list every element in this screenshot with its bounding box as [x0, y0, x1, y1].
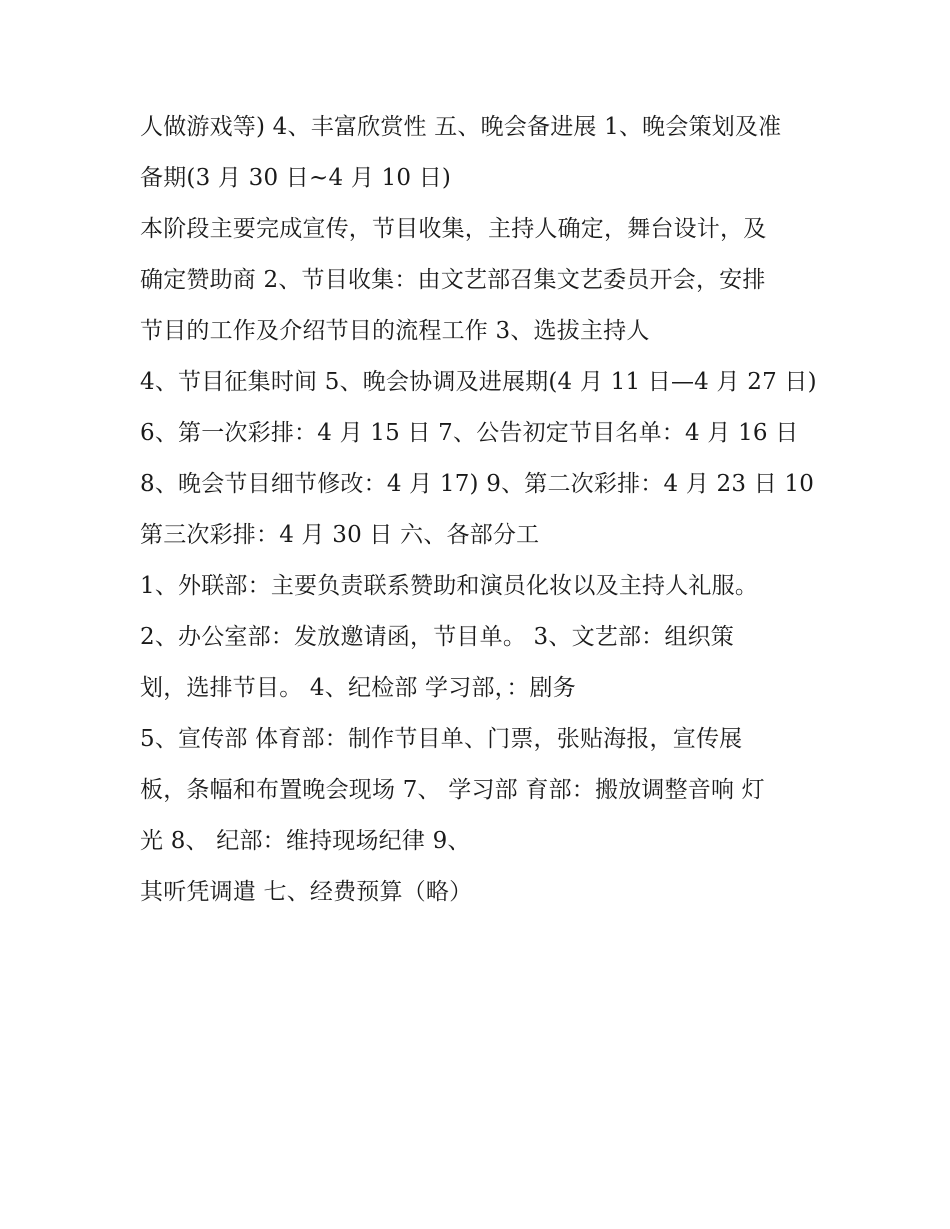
- text-line-2: 备期(3 月 30 日~4 月 10 日): [140, 165, 452, 191]
- text-line-16: 其听凭调遣 七、经费预算（略）: [140, 879, 473, 905]
- text-line-13: 5、宣传部 体育部：制作节目单、门票，张贴海报，宣传展: [140, 726, 743, 752]
- text-line-1: 人做游戏等) 4、丰富欣赏性 五、晚会备进展 1、晚会策划及准: [140, 114, 782, 140]
- text-line-10: 1、外联部：主要负责联系赞助和演员化妆以及主持人礼服。: [140, 573, 759, 599]
- text-line-6: 4、节目征集时间 5、晚会协调及进展期(4 月 11 日—4 月 27 日): [140, 369, 817, 395]
- text-line-3: 本阶段主要完成宣传，节目收集，主持人确定，舞台设计，及: [140, 216, 767, 242]
- text-line-11: 2、办公室部：发放邀请函，节目单。 3、文艺部：组织策: [140, 624, 734, 650]
- document-body: [140, 102, 840, 918]
- text-line-12: 划，选排节目。 4、纪检部 学习部，：剧务: [140, 675, 576, 701]
- text-line-8: 8、晚会节目细节修改：4 月 17) 9、第二次彩排：4 月 23 日 10: [140, 471, 815, 497]
- text-line-9: 第三次彩排：4 月 30 日 六、各部分工: [140, 522, 540, 548]
- text-line-14: 板，条幅和布置晚会现场 7、 学习部 育部：搬放调整音响 灯: [140, 777, 765, 803]
- text-line-4: 确定赞助商 2、节目收集：由文艺部召集文艺委员开会，安排: [140, 267, 766, 293]
- text-line-15: 光 8、 纪部：维持现场纪律 9、: [140, 828, 471, 854]
- text-line-7: 6、第一次彩排：4 月 15 日 7、公告初定节目名单：4 月 16 日: [140, 420, 799, 446]
- text-line-5: 节目的工作及介绍节目的流程工作 3、选拔主持人: [140, 318, 650, 344]
